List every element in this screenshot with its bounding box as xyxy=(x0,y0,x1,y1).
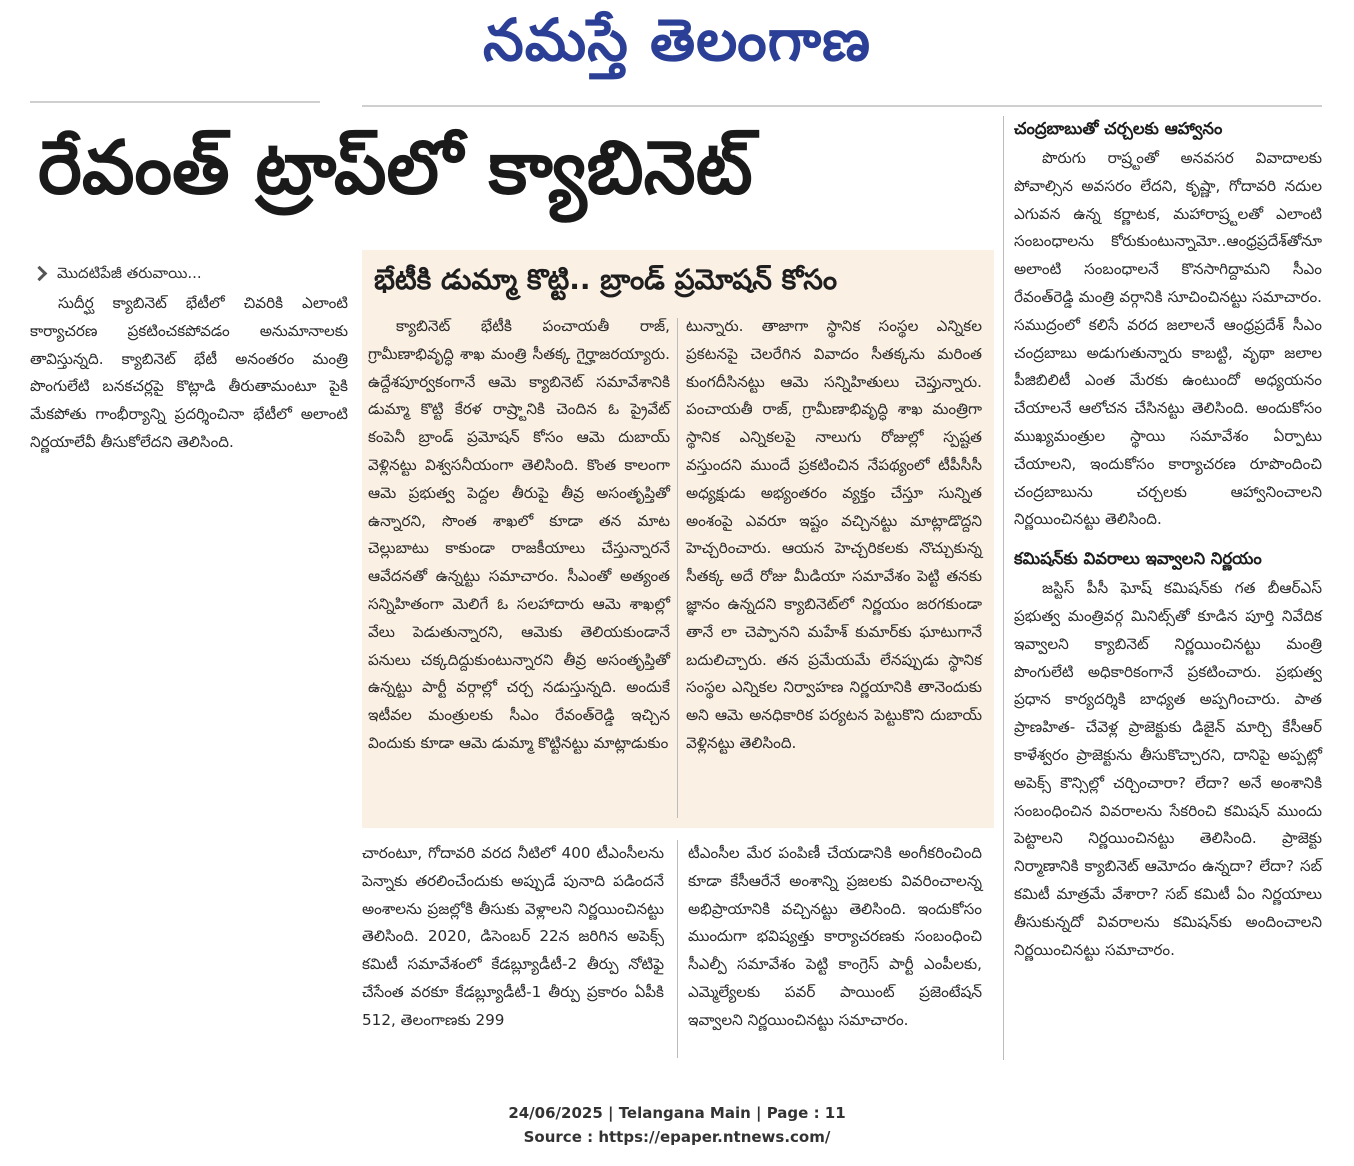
footer-source: Source : https://epaper.ntnews.com/ xyxy=(523,1128,831,1146)
article-column-1 xyxy=(30,262,348,457)
chevron-right-icon xyxy=(32,265,48,281)
column-divider xyxy=(677,840,678,1058)
article-column-3 xyxy=(686,313,982,758)
masthead-logo: నమస్తే తెలంగాణ xyxy=(483,6,871,74)
article-column-4 xyxy=(362,840,664,1035)
column-divider xyxy=(677,318,678,818)
col4-para-1: చారంటూ, గోదావరి వరద నీటిలో 400 టీఎంసీలను పెన్నాకు తరలించేందుకు అప్పుడే పునాది పడిందనే అంశాలను ప్రజల్లోకి తీసుకు వెళ్లాలని నిర్ణయించినట్టు తెలిసింది. 2020, డిసెంబర్ 22న జరిగిన అపెక్స్ కమిటీ సమావేశంలో కేడబ్ల్యూడీటీ-2 తీర్పు నోటిఫై చేసేంత వరకూ కేడబ్ల్యూడీటీ-1 తీర్పు ప్రకారం ఏపీకి 512, తెలంగాణకు 299 xyxy=(362,844,664,1029)
section-heading: చంద్రబాబుతో చర్చలకు ఆహ్వానం xyxy=(1014,119,1223,138)
col2-para-1: క్యాబినెట్ భేటీకి పంచాయతీ రాజ్, గ్రామీణాభివృద్ధి శాఖ మంత్రి సీతక్క గైర్హాజరయ్యారు. ఉద్దేశపూర్వకంగానే ఆమె క్యాబినెట్ సమావేశానికి డుమ్మా కొట్టి కేరళ రాష్ర్టానికి చెందిన ఓ ప్రైవేట్ కంపెనీ బ్రాండ్ ప్రమోషన్ కోసం ఆమె దుబాయ్ వెళ్లినట్టు విశ్వసనీయంగా తెలిసింది. కొంత కాలంగా ఆమె ప్రభుత్వ పెద్దల తీరుపై తీవ్ర అసంతృప్తితో ఉన్నారని, సొంత శాఖలో కూడా తన మాట చెల్లుబాటు కాకుండా రాజకీయాలు చేస్తున్నారనే ఆవేదనతో ఉన్నట్టు సమాచారం. సీఎంతో అత్యంత సన్నిహితంగా మెలిగే ఓ సలహాదారు ఆమె శాఖల్లో వేలు పెడుతున్నారని, ఆమెకు తెలియకుండానే పనులు చక్కదిద్దుకుంటున్నారని తీవ్ర అసంతృప్తితో ఉన్నట్టు పార్టీ వర్గాల్లో చర్చ నడుస్తున్నది. అందుకే ఇటీవల మంత్రులకు సీఎం రేవంత్‌రెడ్డి ఇచ్చిన విందుకు కూడా ఆమె డుమ్మా కొట్టినట్టు మాట్లాడుకుం xyxy=(368,317,670,752)
headline: రేవంత్ ట్రాప్‌లో క్యాబినెట్ xyxy=(38,125,753,211)
article-column-6 xyxy=(1014,116,1322,964)
footer-date-page: 24/06/2025 | Telangana Main | Page : 11 xyxy=(508,1104,846,1122)
continued-label xyxy=(30,262,348,284)
col1-para-1: సుదీర్ఘ క్యాబినెట్ భేటీలో చివరికి ఎలాంటి కార్యాచరణ ప్రకటించకపోవడం అనుమానాలకు తావిస్తున్నది. క్యాబినెట్ భేటీ అనంతరం మంత్రి పొంగులేటి బనకచర్లపై కొట్లాడి తీరుతామంటూ పైకి మేకపోతు గాంభీర్యాన్ని ప్రదర్శించినా భేటీలో అలాంటి నిర్ణయాలేవీ తీసుకోలేదని తెలిసింది. xyxy=(30,294,348,451)
article-column-5 xyxy=(688,840,982,1035)
col6-para-1: పొరుగు రాష్ర్టంతో అనవసర వివాదాలకు పోవాల్సిన అవసరం లేదని, కృష్ణా, గోదావరి నదుల ఎగువన ఉన్న కర్ణాటక, మహారాష్ర్టలతో ఎలాంటి సంబంధాలను కోరుకుంటున్నామో..ఆంధ్రప్రదేశ్‌తోనూ అలాంటి సంబంధాలనే కొనసాగిద్దామని సీఎం రేవంత్‌రెడ్డి మంత్రి వర్గానికి సూచించినట్టు సమాచారం. సముద్రంలో కలిసే వరద జలాలనే ఆంధ్రప్రదేశ్ సీఎం చంద్రబాబు అడుగుతున్నారు కాబట్టి, వృథా జలాల పీజిబిలిటీ ఎంత మేరకు ఉంటుందో అధ్యయనం చేయాలనే ఆలోచన చేసినట్టు తెలిసింది. అందుకోసం ముఖ్యమంత్రుల స్థాయి సమావేశం ఏర్పాటు చేయాలని, ఇందుకోసం కార్యాచరణ రూపొందించి చంద్రబాబును చర్చలకు ఆహ్వానించాలని నిర్ణయించినట్టు తెలిసింది. xyxy=(1014,149,1322,529)
top-rule-left xyxy=(30,101,320,103)
section-heading: కమిషన్‌కు వివరాలు ఇవ్వాలని నిర్ణయం xyxy=(1014,549,1262,569)
col6-para-2: జస్టిస్ పీసీ ఘోష్ కమిషన్‌కు గత బీఆర్‌ఎస్ ప్రభుత్వ మంత్రివర్గ మినిట్స్‌తో కూడిన పూర్తి నివేదిక ఇవ్వాలని క్యాబినెట్ నిర్ణయించినట్టు మంత్రి పొంగులేటి అధికారికంగానే ప్రకటించారు. ప్రభుత్వ ప్రధాన కార్యదర్శికి బాధ్యత అప్పగించారు. పాత ప్రాణహిత- చేవెళ్ల ప్రాజెక్టుకు డిజైన్ మార్చి కేసీఆర్ కాళేశ్వరం ప్రాజెక్టును తీసుకొచ్చారని, దానిపై అప్పట్లో అపెక్స్ కౌన్సిల్లో చర్చించారా? లేదా? అనే అంశానికి సంబంధించిన వివరాలను సేకరించి కమిషన్ ముందు పెట్టాలని నిర్ణయించినట్టు తెలిసింది. ప్రాజెక్టు నిర్మాణానికి క్యాబినెట్ ఆమోదం ఉన్నదా? లేదా? సబ్ కమిటీ మాత్రమే వేశారా? సబ్ కమిటీ ఏం నిర్ణయాలు తీసుకున్నదో వివరాలను కమిషన్‌కు అందించాలని నిర్ణయించినట్టు సమాచారం. xyxy=(1014,579,1322,959)
sidebar-story-headline: భేటీకి డుమ్మా కొట్టి.. బ్రాండ్ ప్రమోషన్ కోసం xyxy=(374,263,838,296)
column-divider xyxy=(1003,116,1004,1060)
col5-para-1: టీఎంసీల మేర పంపిణీ చేయడానికి అంగీకరించింది కూడా కేసీఆరేనే అంశాన్ని ప్రజలకు వివరించాలన్న అభిప్రాయానికి వచ్చినట్టు తెలిసింది. ఇందుకోసం ముందుగా భవిష్యత్తు కార్యాచరణకు సంబంధించి సీఎల్పీ సమావేశం పెట్టి కాంగ్రెస్ పార్టీ ఎంపీలకు, ఎమ్మెల్యేలకు పవర్ పాయింట్ ప్రజెంటేషన్ ఇవ్వాలని నిర్ణయించినట్టు సమాచారం. xyxy=(688,844,982,1029)
continued-text: మొదటిపేజీ తరువాయి... xyxy=(57,264,202,282)
top-rule-right xyxy=(362,105,1322,107)
col3-para-1: టున్నారు. తాజాగా స్థానిక సంస్థల ఎన్నికల ప్రకటనపై చెలరేగిన వివాదం సీతక్కను మరింత కుంగదీసినట్టు ఆమె సన్నిహితులు చెప్తున్నారు. పంచాయతీ రాజ్, గ్రామీణాభివృద్ధి శాఖ మంత్రిగా స్థానిక ఎన్నికలపై నాలుగు రోజుల్లో స్పష్టత వస్తుందని ముందే ప్రకటించిన నేపథ్యంలో టీపీసీసీ అధ్యక్షుడు అభ్యంతరం వ్యక్తం చేస్తూ సున్నిత అంశంపై ఎవరూ ఇష్టం వచ్చినట్టు మాట్లాడొద్దని హెచ్చరించారు. ఆయన హెచ్చరికలకు నొచ్చుకున్న సీతక్క అదే రోజు మీడియా సమావేశం పెట్టి తనకు జ్ఞానం ఉన్నదని క్యాబినెట్‌లో నిర్ణయం జరగకుండా తానే లా చెప్పానని మహేశ్ కుమార్‌కు ఘాటుగానే బదులిచ్చారు. తన ప్రమేయమే లేనప్పుడు స్థానిక సంస్థల ఎన్నికల నిర్వాహణ నిర్ణయానికి తానెందుకు అని ఆమె అనధికారిక పర్యటన పెట్టుకొని దుబాయ్ వెళ్లినట్టు తెలిసింది. xyxy=(686,317,982,752)
article-column-2 xyxy=(368,313,670,758)
